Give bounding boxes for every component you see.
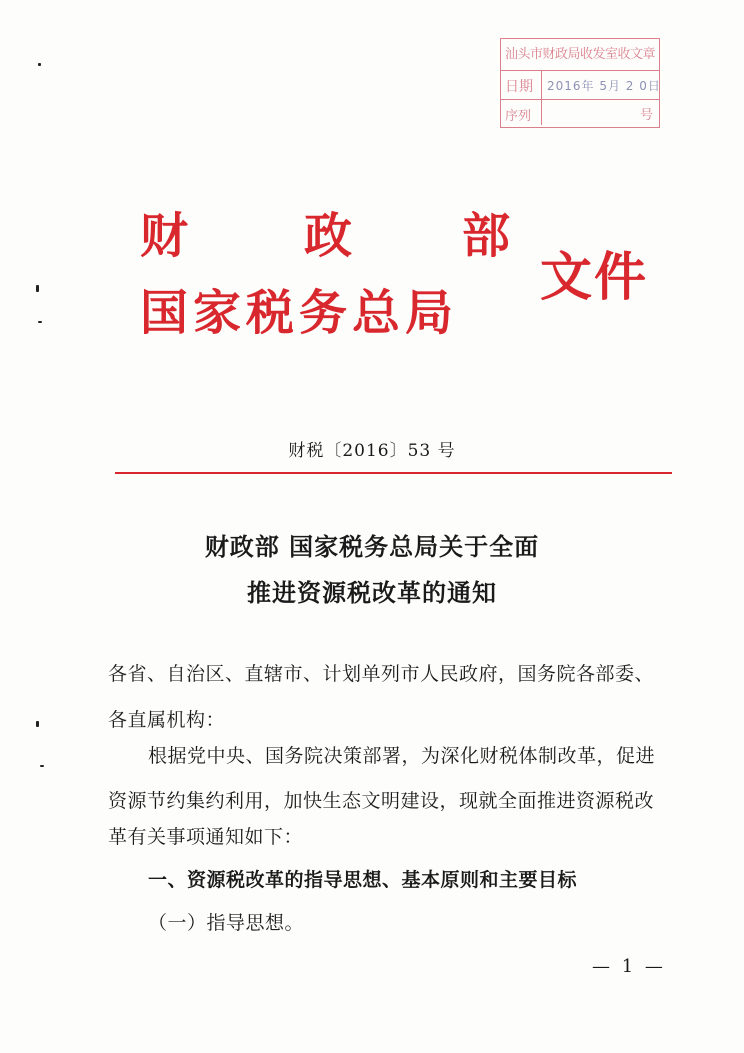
stamp-divider [541,100,542,125]
issuer-char: 政 [304,208,353,264]
section-heading: 一、资源税改革的指导思想、基本原则和主要目标 [148,869,578,891]
recipients-line2: 各直属机构： [108,709,226,731]
scan-speck [38,321,42,323]
stamp-divider [541,71,542,99]
document-title-line2: 推进资源税改革的通知 [247,578,497,607]
document-number: 财税〔2016〕53 号 [288,441,456,461]
issuer-tax-administration: 国家税务总局 [140,285,459,341]
issuer-char: 部 [462,208,511,264]
document-title-line1: 财政部 国家税务总局关于全面 [204,532,540,561]
recipients-line1: 各省、自治区、直辖市、计划单列市人民政府，国务院各部委、 [108,663,655,685]
receipt-stamp [500,38,660,128]
document-label: 文件 [540,247,649,308]
paragraph-line: 资源节约集约利用，加快生态文明建设，现就全面推进资源税改 [108,790,655,812]
paragraph-line: 革有关事项通知如下： [108,826,304,848]
subsection-heading: （一）指导思想。 [148,912,305,934]
paragraph-line: 根据党中央、国务院决策部署，为深化财税体制改革，促进 [148,745,656,767]
stamp-serial-label: 序列 [505,109,532,124]
stamp-date-row [501,71,659,100]
stamp-org: 汕头市财政局收发室收文章 [501,39,659,71]
issuer-char: 财 [140,208,189,264]
scan-speck [36,721,39,727]
scan-speck [36,285,39,292]
stamp-serial-suffix: 号 [639,108,653,123]
stamp-serial-row [501,100,659,125]
scan-speck [38,63,41,66]
stamp-date-label: 日期 [505,79,533,95]
page-number: — 1 — [592,956,666,977]
red-divider [115,472,672,474]
scan-speck [40,765,44,767]
stamp-date-value: 2016年 5月 2 0日 [547,79,661,93]
